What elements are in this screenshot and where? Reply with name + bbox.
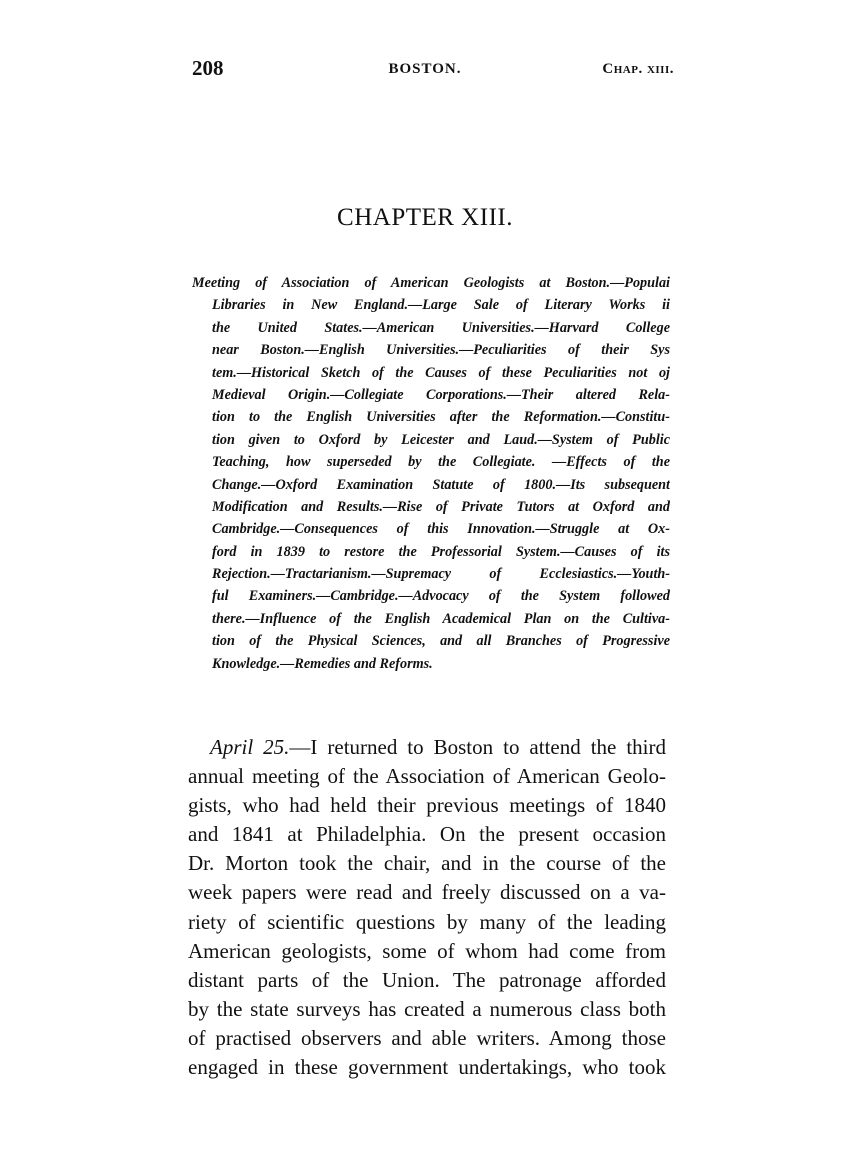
- synopsis-line: the United States.—American Universities.—Harvard College: [212, 319, 670, 336]
- synopsis-line: Rejection.—Tractarianism.—Supremacy of Ecclesiastics.—Youth-: [212, 566, 670, 583]
- running-title: BOSTON.: [388, 61, 462, 77]
- body-line: Dr. Morton took the chair, and in the course of the: [188, 851, 666, 876]
- body-line: week papers were read and freely discussed on a va-: [188, 880, 666, 905]
- chapter-heading: CHAPTER XIII.: [337, 204, 513, 231]
- body-line: American geologists, some of whom had come from: [188, 938, 666, 963]
- synopsis-line: tion to the English Universities after the Reformation.—Constitu-: [212, 409, 670, 426]
- body-line: riety of scientific questions by many of the leading: [188, 909, 666, 934]
- synopsis-line: near Boston.—English Universities.—Peculiarities of their Sys: [212, 342, 670, 359]
- synopsis-line: Teaching, how superseded by the Collegiate. —Effects of the: [212, 454, 670, 471]
- body-line: [188, 733, 666, 762]
- synopsis-line: there.—Influence of the English Academical Plan on the Cultiva-: [212, 610, 670, 627]
- synopsis-line: Libraries in New England.—Large Sale of Literary Works ii: [212, 297, 670, 314]
- synopsis-line: tion of the Physical Sciences, and all Branches of Progressive: [212, 633, 670, 650]
- page-number: 208: [192, 56, 224, 80]
- entry-date: April 25.: [210, 735, 290, 759]
- body-line: of practised observers and able writers. Among those: [188, 1025, 666, 1050]
- synopsis-line: Knowledge.—Remedies and Reforms.: [212, 655, 433, 672]
- body-line: and 1841 at Philadelphia. On the present occasion: [188, 822, 666, 847]
- synopsis-line: Medieval Origin.—Collegiate Corporations.—Their altered Rela-: [212, 386, 670, 403]
- running-head: [0, 0, 850, 90]
- body-line: gists, who had held their previous meetings of 1840: [188, 793, 666, 818]
- synopsis-line: Meeting of Association of American Geologists at Boston.—Populai: [192, 275, 670, 291]
- body-line: by the state surveys has created a numerous class both: [188, 996, 666, 1021]
- body-line: annual meeting of the Association of American Geolo-: [188, 764, 666, 789]
- body-paragraph: [188, 733, 666, 1082]
- synopsis-line: Modification and Results.—Rise of Private Tutors at Oxford and: [212, 498, 670, 515]
- body-line-text: —I returned to Boston to attend the third: [289, 735, 666, 759]
- synopsis-line: Cambridge.—Consequences of this Innovation.—Struggle at Ox-: [212, 521, 670, 538]
- synopsis-line: tion given to Oxford by Leicester and Laud.—System of Public: [212, 431, 670, 448]
- synopsis-line: Change.—Oxford Examination Statute of 1800.—Its subsequent: [212, 476, 670, 493]
- synopsis-line: ful Examiners.—Cambridge.—Advocacy of the System followed: [212, 588, 670, 605]
- chapter-reference: Chap. xiii.: [602, 61, 674, 77]
- synopsis-line: ford in 1839 to restore the Professorial System.—Causes of its: [212, 543, 670, 560]
- chapter-synopsis: [192, 272, 670, 675]
- body-line: distant parts of the Union. The patronage afforded: [188, 967, 666, 992]
- body-line: engaged in these government undertakings, who took: [188, 1055, 666, 1080]
- synopsis-line: tem.—Historical Sketch of the Causes of these Peculiarities not oj: [212, 364, 670, 381]
